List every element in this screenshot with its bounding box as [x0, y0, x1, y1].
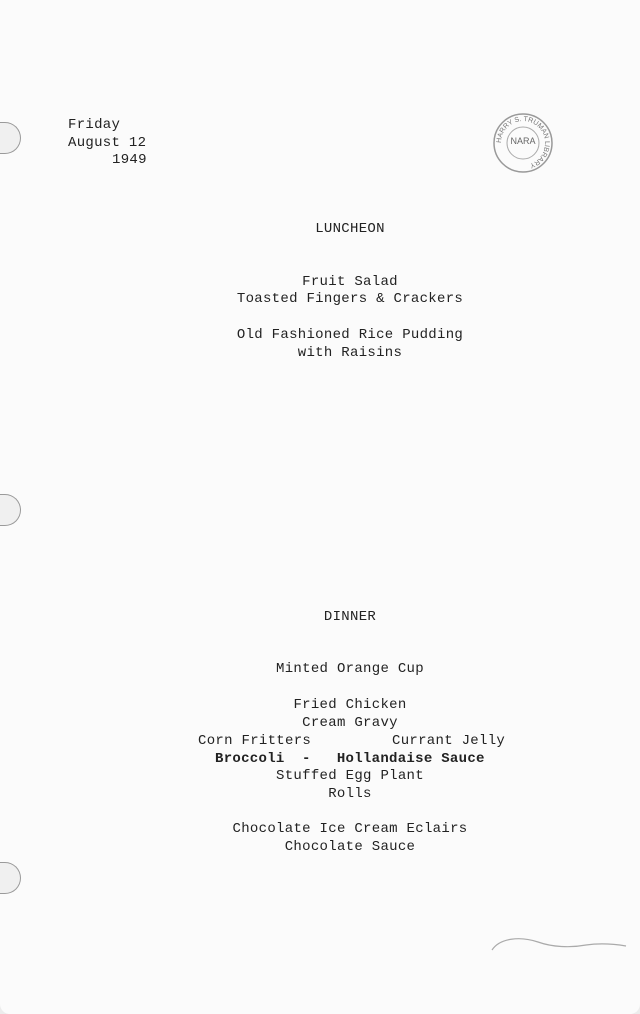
dinner-main: Fried Chicken: [293, 697, 407, 713]
date-year: 1949: [112, 152, 147, 168]
stamp-ring-text: HARRY S. TRUMAN LIBRARY: [495, 115, 551, 169]
dinner-dessert: Chocolate Sauce: [284, 839, 416, 855]
library-stamp: [492, 112, 554, 174]
binder-hole-bottom: [0, 862, 21, 894]
dinner-starter: Minted Orange Cup: [276, 661, 424, 677]
dinner-vegetable: Broccoli - Hollandaise Sauce: [215, 751, 485, 767]
luncheon-dessert: Old Fashioned Rice Pudding: [236, 327, 464, 343]
binder-hole-top: [0, 122, 21, 154]
date-month-day: August 12: [68, 135, 147, 151]
dinner-side-left: Corn Fritters: [198, 733, 312, 749]
dinner-side-right: Currant Jelly: [392, 733, 506, 749]
dinner-extra: Rolls: [328, 786, 372, 802]
pencil-mark: [490, 930, 630, 960]
luncheon-heading: LUNCHEON: [315, 221, 385, 237]
date-day: Friday: [68, 117, 121, 133]
binder-hole-middle: [0, 494, 21, 526]
luncheon-item: Fruit Salad: [302, 274, 398, 290]
dinner-main: Cream Gravy: [302, 715, 398, 731]
dinner-extra: Stuffed Egg Plant: [276, 768, 424, 784]
dinner-heading: DINNER: [323, 609, 377, 625]
luncheon-item: Toasted Fingers & Crackers: [236, 291, 464, 307]
dinner-dessert: Chocolate Ice Cream Eclairs: [232, 821, 468, 837]
luncheon-dessert: with Raisins: [297, 345, 403, 361]
stamp-center-text: NARA: [510, 136, 536, 146]
